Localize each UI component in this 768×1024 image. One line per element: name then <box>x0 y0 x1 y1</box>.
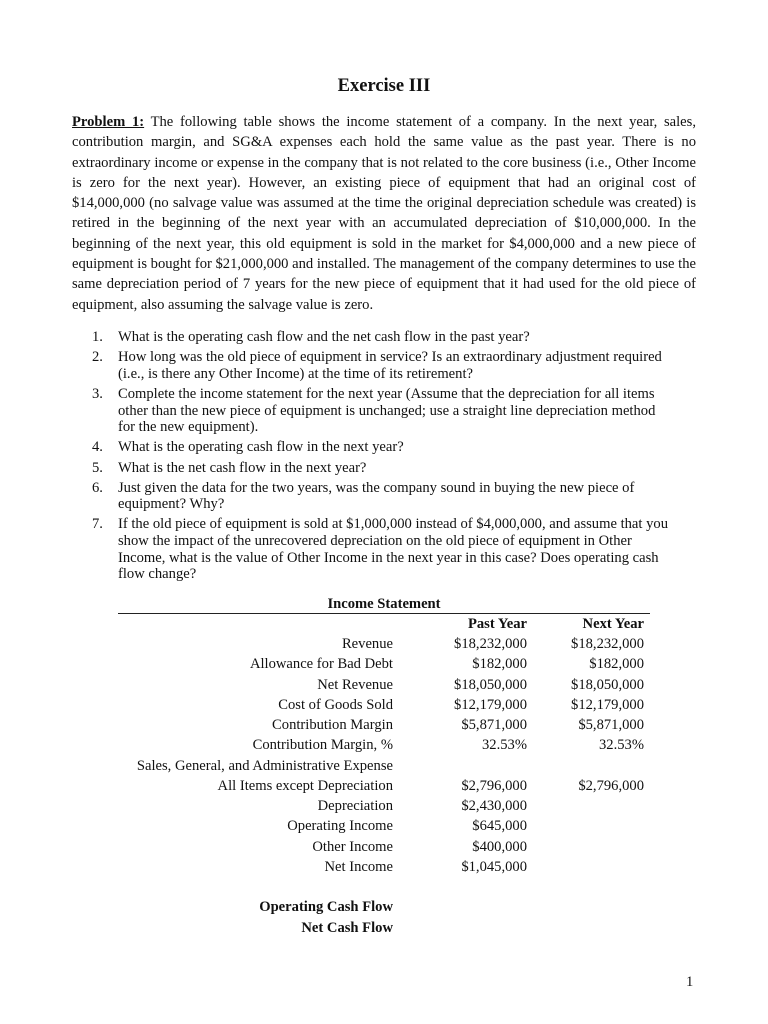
question-text: How long was the old piece of equipment in service? Is an extraordinary adjustment required (i.e., is there any Other Income) at the time of its retirement? <box>118 349 662 382</box>
row-label: Other Income <box>312 838 393 855</box>
past-year-value: $2,796,000 <box>461 777 527 794</box>
row-label: Contribution Margin <box>272 717 393 734</box>
question-number: 5. <box>92 459 103 476</box>
problem-text: The following table shows the income statement of a company. In the next year, sales, contribution margin, and SG&A expenses each hold the same value as the past year. There is no extraordinary income or expense in the company that is not related to the core business (i.e., Other Income is zero for the next year). However, an existing piece of equipment that had an original cost of $14,000,000 (no salvage value was assumed at the time the original depreciation schedule was created) is retired in the beginning of the next year with an accumulated depreciation of $10,000,000. In the beginning of the next year, this old equipment is sold in the market for $4,000,000 and a new piece of equipment is bought for $21,000,000 and installed. The management of the company determines to use the same depreciation period of 7 years for the new piece of equipment that it had used for the old piece of equipment, also assuming the salvage value is zero. <box>72 114 696 313</box>
cash-flow-label: Net Cash Flow <box>301 919 393 936</box>
question-number: 1. <box>92 328 103 345</box>
row-label: Contribution Margin, % <box>252 737 393 754</box>
table-header-row <box>100 614 696 634</box>
row-label: Depreciation <box>317 798 393 815</box>
page-title: Exercise III <box>337 76 431 96</box>
cash-flow-label: Operating Cash Flow <box>259 899 393 916</box>
table-row <box>100 675 696 695</box>
question-item <box>92 439 676 456</box>
past-year-value: 32.53% <box>482 737 527 754</box>
question-item <box>92 460 676 477</box>
cash-flow-row <box>100 897 696 917</box>
past-year-value: $645,000 <box>472 818 527 835</box>
past-year-value: $18,050,000 <box>454 676 527 693</box>
past-year-value: $5,871,000 <box>461 717 527 734</box>
page-number: 1 <box>686 974 694 990</box>
table-row <box>100 634 696 654</box>
question-number: 4. <box>92 439 103 456</box>
table-row <box>100 776 696 796</box>
header-label <box>100 614 393 634</box>
question-item <box>92 349 676 382</box>
past-year-value: $18,232,000 <box>454 636 527 653</box>
row-label: Cost of Goods Sold <box>278 696 393 713</box>
table-row <box>100 816 696 836</box>
row-label: Revenue <box>341 636 393 653</box>
next-year-value: $182,000 <box>589 656 644 673</box>
question-item <box>92 480 676 513</box>
row-label: Sales, General, and Administrative Expense <box>136 757 393 774</box>
cash-flow-row <box>100 918 696 938</box>
row-label: All Items except Depreciation <box>217 777 393 794</box>
table-title: Income Statement <box>327 595 441 612</box>
row-label: Net Revenue <box>317 676 393 693</box>
table-row <box>100 857 696 877</box>
page-content <box>72 74 696 938</box>
row-label: Allowance for Bad Debt <box>249 656 393 673</box>
question-text: What is the operating cash flow and the net cash flow in the past year? <box>118 328 530 345</box>
question-number: 2. <box>92 349 103 366</box>
question-item <box>92 516 676 582</box>
next-year-value <box>527 837 644 857</box>
next-year-value <box>527 796 644 816</box>
question-item <box>92 386 676 436</box>
table-row <box>100 654 696 674</box>
header-next-year: Next Year <box>582 615 644 632</box>
next-year-value: $2,796,000 <box>578 777 644 794</box>
next-year-value <box>527 816 644 836</box>
past-year-value: $182,000 <box>472 656 527 673</box>
question-number: 7. <box>92 516 103 533</box>
question-list <box>92 329 676 583</box>
question-item <box>92 329 676 346</box>
question-text: Just given the data for the two years, was the company sound in buying the new piece of equipment? Why? <box>118 479 635 513</box>
question-text: What is the operating cash flow in the next year? <box>118 439 404 456</box>
row-label: Operating Income <box>287 818 393 835</box>
problem-paragraph <box>72 112 696 315</box>
problem-label: Problem 1: <box>72 114 145 130</box>
question-number: 3. <box>92 385 103 402</box>
past-year-value: $400,000 <box>472 838 527 855</box>
past-year-value: $12,179,000 <box>454 696 527 713</box>
income-statement-table <box>100 614 696 938</box>
table-row <box>100 837 696 857</box>
next-year-value <box>527 756 644 776</box>
next-year-value: $5,871,000 <box>578 717 644 734</box>
spacer-row <box>100 877 696 897</box>
next-year-value: $18,232,000 <box>571 636 644 653</box>
question-text: Complete the income statement for the next year (Assume that the depreciation for all items other than the new piece of equipment is unchanged; use a straight line depreciation method for the new equipment). <box>118 385 656 436</box>
header-past-year: Past Year <box>467 615 527 632</box>
row-label: Net Income <box>324 858 393 875</box>
past-year-value: $1,045,000 <box>461 858 527 875</box>
table-row <box>100 715 696 735</box>
question-text: What is the net cash flow in the next year? <box>118 459 367 476</box>
next-year-value: 32.53% <box>599 737 644 754</box>
past-year-value <box>393 756 527 776</box>
question-number: 6. <box>92 479 103 496</box>
table-row <box>100 756 696 776</box>
past-year-value: $2,430,000 <box>461 798 527 815</box>
next-year-value: $12,179,000 <box>571 696 644 713</box>
table-row <box>100 735 696 755</box>
next-year-value: $18,050,000 <box>571 676 644 693</box>
question-text: If the old piece of equipment is sold at $1,000,000 instead of $4,000,000, and assume that you show the impact of the unrecovered depreciation on the old piece of equipment in Other Income, what is the value of Other Income in the next year in this case? Does operating cash flow change? <box>118 516 669 583</box>
next-year-value <box>527 857 644 877</box>
table-row <box>100 796 696 816</box>
table-row <box>100 695 696 715</box>
